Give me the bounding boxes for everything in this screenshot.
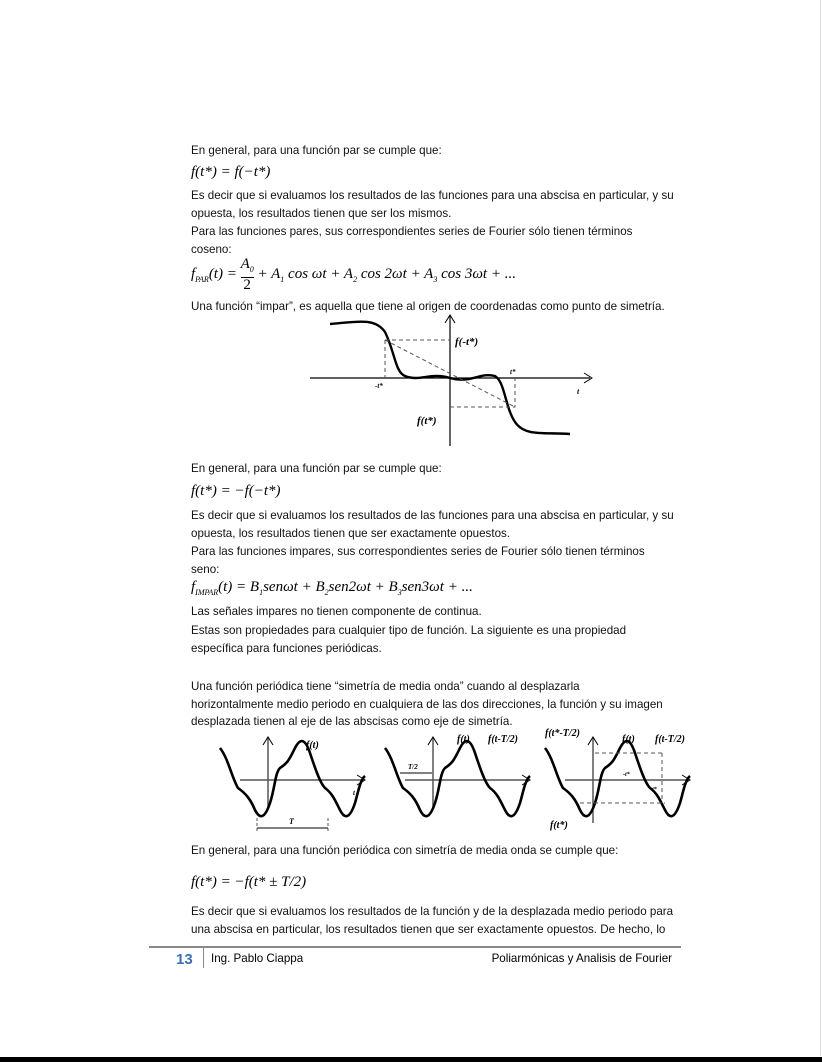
paragraph: Para las funciones impares, sus correspondientes series de Fourier sólo tienen términos (191, 545, 645, 558)
paragraph: opuesta, los resultados tienen que ser los mismos. (191, 207, 452, 220)
paragraph: coseno: (191, 243, 232, 256)
paragraph: En general, para una función periódica con simetría de media onda se cumple que: (191, 844, 619, 857)
label-f-t: f(t*) (417, 415, 437, 427)
label-T: T (289, 817, 294, 826)
paragraph: Una función “impar”, es aquella que tiene al origen de coordenadas como punto de simetría. (191, 300, 665, 313)
label-f-t: f(t) (306, 740, 319, 751)
paragraph: desplazada tienen al eje de las abscisas como eje de simetría. (191, 715, 513, 728)
formula-cos-series: $f_{PAR}(t)$ = $\frac{A_0}{2}$ + $A_1$ $\cos \omega t + A_2$ $\cos 2\omega t + A_3$ cos 3ωt + ... (191, 256, 516, 293)
label-T-half: T/2 (408, 763, 418, 771)
paragraph: En general, para una función par se cumple que: (191, 144, 442, 157)
label-f-shifted: f(t-T/2) (488, 734, 518, 745)
formula-odd: f(t*) = −f(−t*) (191, 483, 281, 499)
label-t-star: t* (652, 787, 657, 793)
label-t: t (577, 387, 580, 396)
label-f-tstar: f(t*) (550, 820, 568, 831)
label-f-t: f(t) (622, 734, 635, 745)
footer-author: Ing. Pablo Ciappa (211, 952, 304, 965)
footer-separator (203, 948, 204, 968)
footer-title: Poliarmónicas y Analisis de Fourier (491, 952, 672, 965)
paragraph: Es decir que si evaluamos los resultados de la función y de la desplazada medio periodo para (191, 905, 674, 918)
label-minus-t-star: -t* (375, 382, 383, 390)
paragraph: seno: (191, 563, 220, 576)
odd-function-figure (305, 312, 600, 450)
label-f-minus-t: f(-t*) (455, 336, 479, 348)
label-f-shifted: f(t-T/2) (655, 734, 685, 745)
paragraph: horizontalmente medio periodo en cualquiera de las dos direcciones, la función y su imagen (191, 698, 663, 711)
paragraph: Para las funciones pares, sus correspondientes series de Fourier sólo tienen términos (191, 225, 633, 238)
paragraph: Estas son propiedades para cualquier tipo de función. La siguiente es una propiedad (191, 624, 627, 637)
formula-halfwave: f(t*) = −f(t* ± T/2) (191, 874, 307, 890)
label-minus-t-star: -t* (623, 772, 630, 778)
formula-sin-series: $f_{IMPAR}(t) = B_1sen\omega t + B_2sen2\omega t + B_3sen3\omega t$ + ... (191, 579, 473, 597)
paragraph: Es decir que si evaluamos los resultados de las funciones para una abscisa en particular, y su (191, 189, 674, 202)
page-number: 13 (176, 951, 193, 968)
paragraph: Una función periódica tiene “simetría de media onda” cuando al desplazarla (191, 680, 580, 693)
paragraph: Las señales impares no tienen componente de continua. (191, 605, 482, 618)
label-f-t: f(t) (457, 734, 470, 745)
paragraph: opuesta, los resultados tienen que ser exactamente opuestos. (191, 527, 511, 540)
label-f-tstar-shift: f(t*-T/2) (545, 728, 580, 739)
paragraph: específica para funciones periódicas. (191, 642, 382, 655)
paragraph: una abscisa en particular, los resultados tienen que ser exactamente opuestos. De hecho, lo (191, 923, 666, 936)
paragraph: En general, para una función par se cumple que: (191, 462, 442, 475)
footer-divider (149, 946, 681, 948)
formula-even: f(t*) = f(−t*) (191, 164, 271, 180)
paragraph: Es decir que si evaluamos los resultados de las funciones para una abscisa en particular, y su (191, 509, 674, 522)
halfwave-figure (215, 728, 705, 840)
label-t-star: t* (510, 368, 516, 376)
label-t: t (353, 789, 355, 797)
bottom-bar (0, 1057, 822, 1062)
